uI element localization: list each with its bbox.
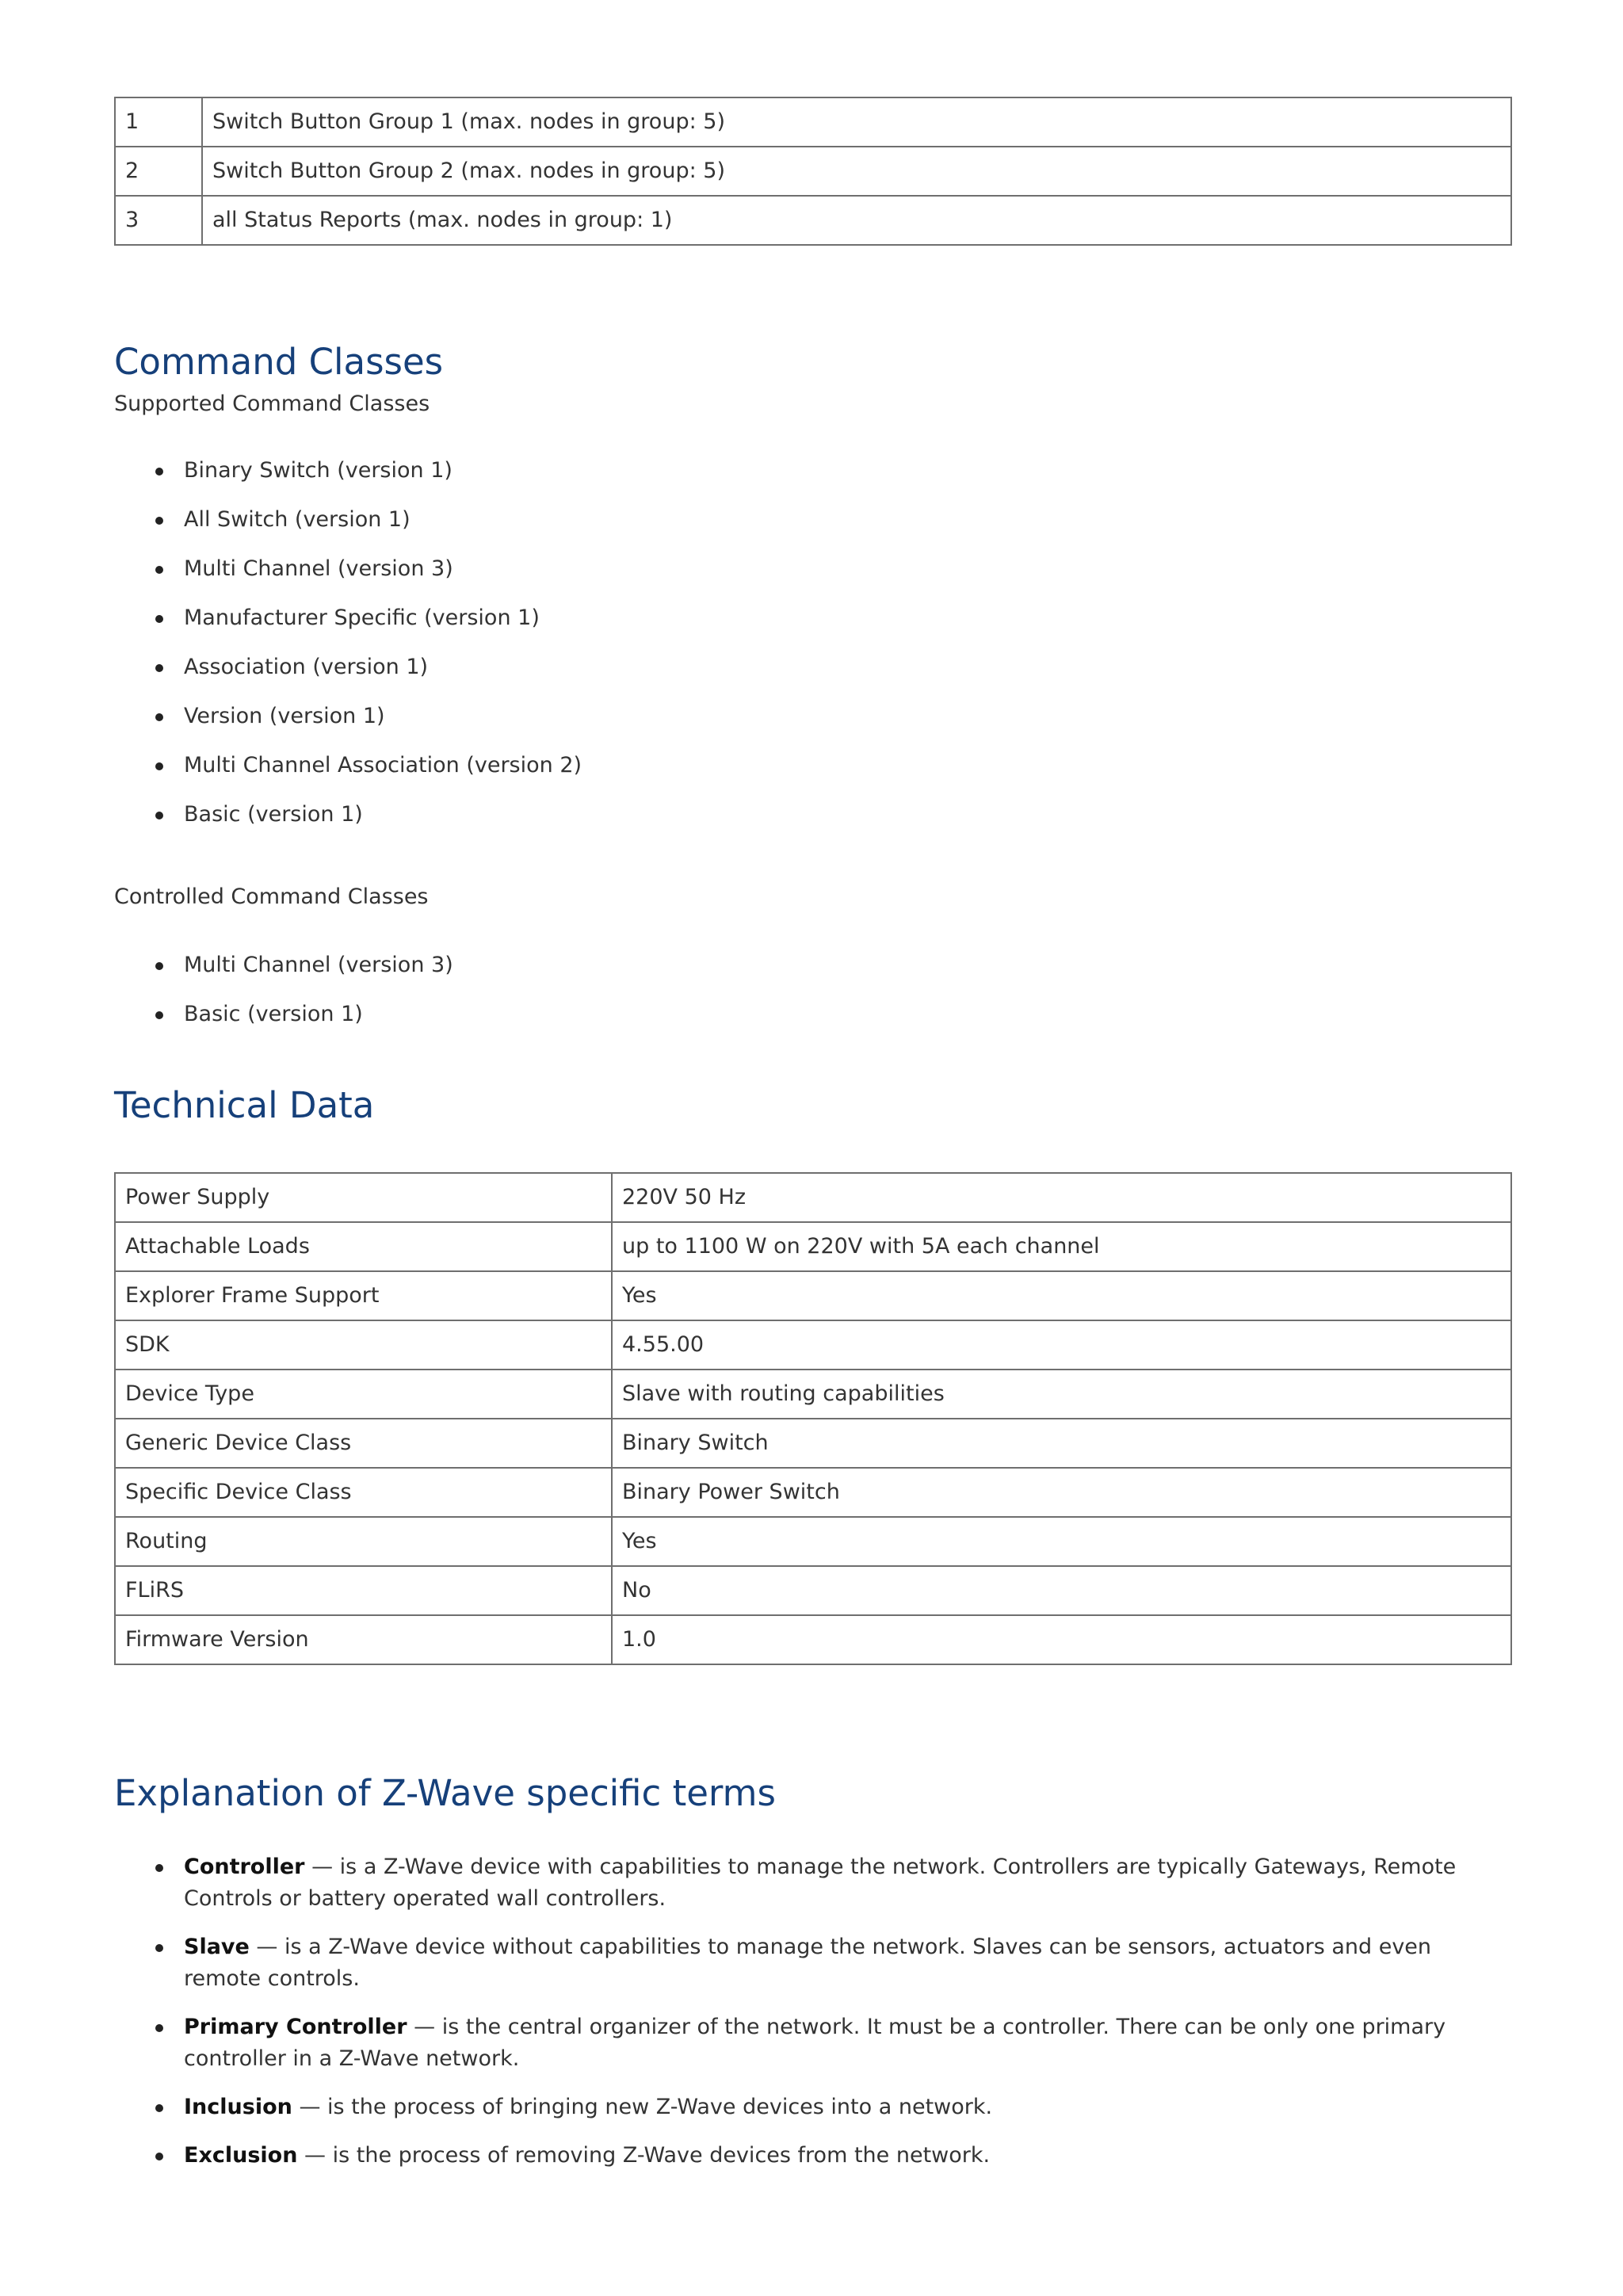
supported-command-class-item: Binary Switch (version 1) (114, 455, 582, 487)
association-groups-body (115, 97, 1511, 245)
technical-data-key: SDK (115, 1320, 612, 1370)
term-separator: — (297, 2143, 333, 2168)
technical-data-table (114, 1172, 1512, 1665)
term-item (114, 2092, 1512, 2123)
term-definition: is a Z-Wave device with capabilities to manage the network. Controllers are typically Gateways, Remote Controls or battery operated wall controllers. (184, 1855, 1457, 1911)
controlled-command-classes-list (114, 949, 453, 1048)
term-separator: — (407, 2015, 442, 2039)
technical-data-value: 1.0 (612, 1615, 1511, 1664)
supported-command-class-item: Manufacturer Specific (version 1) (114, 602, 582, 634)
term-separator: — (292, 2095, 328, 2119)
term-name: Exclusion (184, 2143, 298, 2168)
association-group-row (115, 147, 1511, 196)
term-item (114, 1851, 1512, 1915)
technical-data-key: Explorer Frame Support (115, 1271, 612, 1320)
technical-data-value: 4.55.00 (612, 1320, 1511, 1370)
association-groups-table (114, 97, 1512, 246)
controlled-command-classes-label: Controlled Command Classes (114, 884, 429, 909)
term-definition: is the central organizer of the network. It must be a controller. There can be only one primary controller in a Z-Wave network. (184, 2015, 1446, 2071)
supported-command-class-item: Basic (version 1) (114, 799, 582, 831)
technical-data-row (115, 1615, 1511, 1664)
controlled-command-class-item: Multi Channel (version 3) (114, 949, 453, 981)
association-group-id: 1 (115, 97, 202, 147)
technical-data-value: Slave with routing capabilities (612, 1370, 1511, 1419)
term-name: Inclusion (184, 2095, 292, 2119)
technical-data-row (115, 1271, 1511, 1320)
technical-data-heading: Technical Data (114, 1084, 375, 1126)
association-group-row (115, 97, 1511, 147)
technical-data-key: Attachable Loads (115, 1222, 612, 1271)
term-item (114, 2011, 1512, 2075)
technical-data-row (115, 1419, 1511, 1468)
term-item (114, 2140, 1512, 2172)
technical-data-key: Routing (115, 1517, 612, 1566)
technical-data-key: FLiRS (115, 1566, 612, 1615)
technical-data-row (115, 1173, 1511, 1222)
technical-data-value: 220V 50 Hz (612, 1173, 1511, 1222)
controlled-command-class-item: Basic (version 1) (114, 999, 453, 1030)
technical-data-key: Power Supply (115, 1173, 612, 1222)
supported-command-classes-list (114, 455, 582, 848)
technical-data-value: Yes (612, 1517, 1511, 1566)
supported-command-class-item: Association (version 1) (114, 651, 582, 683)
association-group-id: 2 (115, 147, 202, 196)
technical-data-value: up to 1100 W on 220V with 5A each channel (612, 1222, 1511, 1271)
technical-data-key: Generic Device Class (115, 1419, 612, 1468)
term-definition: is a Z-Wave device without capabilities to manage the network. Slaves can be sensors, actuators and even remote controls. (184, 1935, 1432, 1991)
technical-data-key: Specific Device Class (115, 1468, 612, 1517)
term-item (114, 1931, 1512, 1995)
technical-data-row (115, 1222, 1511, 1271)
term-name: Slave (184, 1935, 250, 1959)
technical-data-row (115, 1517, 1511, 1566)
term-separator: — (249, 1935, 285, 1959)
term-definition: is the process of bringing new Z-Wave devices into a network. (327, 2095, 993, 2119)
term-name: Controller (184, 1855, 305, 1879)
supported-command-class-item: Multi Channel (version 3) (114, 553, 582, 585)
association-group-id: 3 (115, 196, 202, 245)
technical-data-row (115, 1468, 1511, 1517)
terms-list (114, 1851, 1512, 2188)
association-group-row (115, 196, 1511, 245)
term-name: Primary Controller (184, 2015, 407, 2039)
command-classes-heading: Command Classes (114, 341, 444, 383)
supported-command-class-item: Version (version 1) (114, 701, 582, 732)
technical-data-row (115, 1566, 1511, 1615)
technical-data-row (115, 1370, 1511, 1419)
technical-data-value: Binary Power Switch (612, 1468, 1511, 1517)
technical-data-value: Binary Switch (612, 1419, 1511, 1468)
technical-data-key: Firmware Version (115, 1615, 612, 1664)
supported-command-class-item: All Switch (version 1) (114, 504, 582, 536)
association-group-label: Switch Button Group 1 (max. nodes in group: 5) (202, 97, 1511, 147)
association-group-label: Switch Button Group 2 (max. nodes in group: 5) (202, 147, 1511, 196)
association-group-label: all Status Reports (max. nodes in group: 1) (202, 196, 1511, 245)
technical-data-body (115, 1173, 1511, 1664)
technical-data-key: Device Type (115, 1370, 612, 1419)
supported-command-class-item: Multi Channel Association (version 2) (114, 750, 582, 781)
technical-data-value: Yes (612, 1271, 1511, 1320)
term-separator: — (304, 1855, 340, 1879)
term-definition: is the process of removing Z-Wave devices from the network. (332, 2143, 991, 2168)
technical-data-row (115, 1320, 1511, 1370)
technical-data-value: No (612, 1566, 1511, 1615)
supported-command-classes-label: Supported Command Classes (114, 392, 430, 416)
terms-heading: Explanation of Z-Wave specific terms (114, 1772, 776, 1814)
